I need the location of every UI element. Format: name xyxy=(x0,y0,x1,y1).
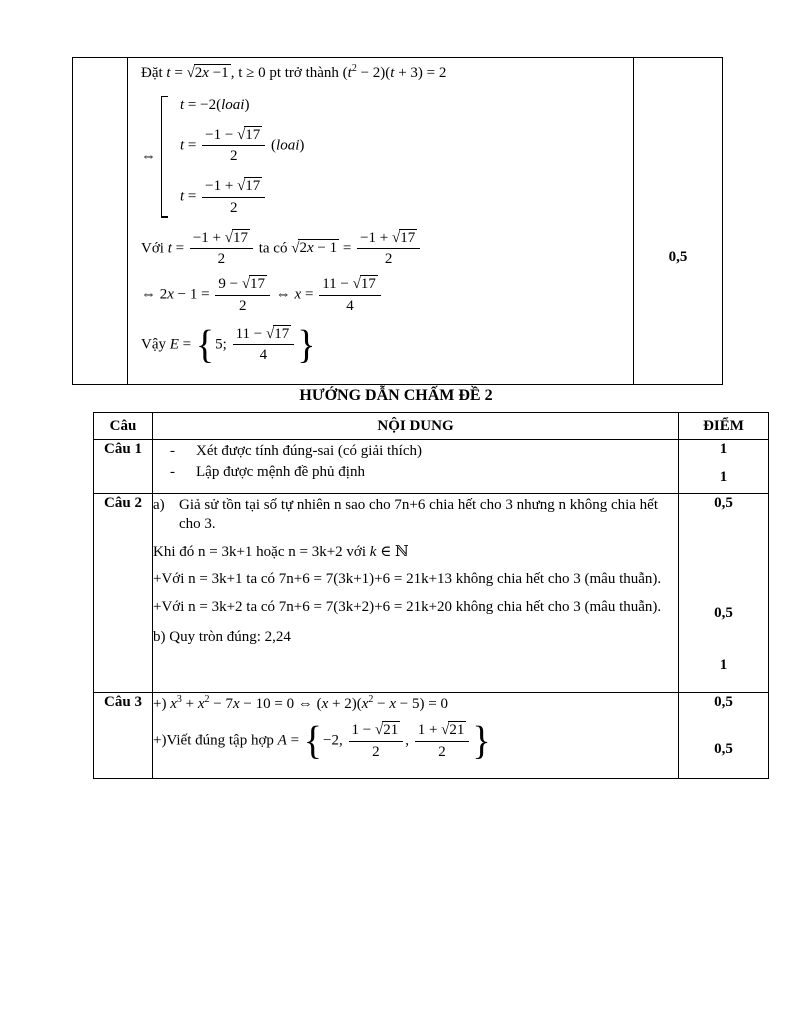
math-line-set: +)Viết đúng tập hợp A = {−2, $\frac{1 - √21}{2}$ , $\frac{1 + √21}{2}$ } xyxy=(153,718,491,764)
math-line-cases: ⇔ t = −2(loai) t = $\frac{-1 - √17}{2}$ (loai) t = $\frac{-1 + √17}{2}$ xyxy=(141,96,305,216)
question-content xyxy=(153,440,679,494)
points-cell xyxy=(679,693,769,779)
fragment-score-cell xyxy=(634,58,722,384)
points-cell xyxy=(679,440,769,494)
list-item xyxy=(153,442,678,461)
math-line-voi: Với t = $\frac{-1 + √17}{2}$ ta có √2x − 1 = $\frac{-1 + √17}{2}$ xyxy=(141,229,629,270)
page-title: HƯỚNG DẪN CHẤM ĐỀ 2 xyxy=(299,387,493,404)
question-label: Câu 3 xyxy=(94,693,153,779)
points-cell xyxy=(679,494,769,693)
math-line-solve-x: ⇔ 2x − 1 = $\frac{9 - √17}{2}$ ⇔ x = $\frac{11 - √17}{4}$ xyxy=(141,275,629,316)
case-line-2: +Với n = 3k+2 ta có 7n+6 = 7(3k+2)+6 = 21k+20 không chia hết cho 3 (mâu thuẫn). xyxy=(153,599,662,615)
question-label: Câu 1 xyxy=(94,440,153,494)
question-label: Câu 2 xyxy=(94,494,153,693)
math-line-cubic: +) $x^3 + x^2 - 7x - 10 = 0$ ⇔ $(x + 2)(x^2 - x - 5) = 0$ xyxy=(153,694,448,712)
item-text: Giả sử tồn tại số tự nhiên n sao cho 7n+6 chia hết cho 3 nhưng n không chia hết cho 3. xyxy=(179,497,659,532)
list-item xyxy=(153,463,678,482)
case-line-1: +Với n = 3k+1 ta có 7n+6 = 7(3k+1)+6 = 21k+13 không chia hết cho 3 (mâu thuẫn). xyxy=(153,571,662,588)
table-header-row xyxy=(94,413,769,440)
table-row-cau2 xyxy=(94,494,769,693)
point-value: 1 xyxy=(719,656,728,673)
math-line-khido: Khi đó n = 3k+1 hoặc n = 3k+2 với k ∈ ℕ xyxy=(153,543,409,560)
bullet-dash: - xyxy=(170,463,175,480)
point-value: 1 xyxy=(719,441,728,457)
col-header-cau: Câu xyxy=(94,413,153,440)
question-content xyxy=(153,494,679,693)
point-value: 1 xyxy=(719,468,728,485)
answer-table-fragment xyxy=(72,57,723,385)
point-value: 0,5 xyxy=(714,740,733,757)
score-value: 0,5 xyxy=(668,248,688,265)
item-marker: a) xyxy=(153,497,165,513)
point-value: 0,5 xyxy=(714,495,733,511)
point-value: 0,5 xyxy=(714,604,733,621)
grading-table xyxy=(93,412,769,779)
col-header-noidung: NỘI DUNG xyxy=(153,413,679,440)
bullet-text: Xét được tính đúng-sai (có giải thích) xyxy=(196,443,423,459)
col-header-diem: ĐIỂM xyxy=(679,413,769,440)
math-line-substitution: Đặt t = √2x −1 , t ≥ 0 pt trở thành $(t^2 - 2)(t + 3) = 2$ xyxy=(141,63,447,81)
bullet-text: Lập được mệnh đề phủ định xyxy=(196,463,365,480)
question-content xyxy=(153,693,679,779)
table-row-cau1 xyxy=(94,440,769,494)
table-row-cau3 xyxy=(94,693,769,779)
sub-item-a xyxy=(153,496,678,534)
point-value: 0,5 xyxy=(714,694,733,710)
sub-item-b: b) Quy tròn đúng: 2,24 xyxy=(153,628,291,645)
fragment-question-cell xyxy=(73,58,128,384)
math-line-conclusion: Vậy E = {5; $\frac{11 - √17}{4}$ } xyxy=(141,322,316,367)
bullet-dash: - xyxy=(170,443,175,459)
fragment-solution-cell xyxy=(128,58,634,384)
